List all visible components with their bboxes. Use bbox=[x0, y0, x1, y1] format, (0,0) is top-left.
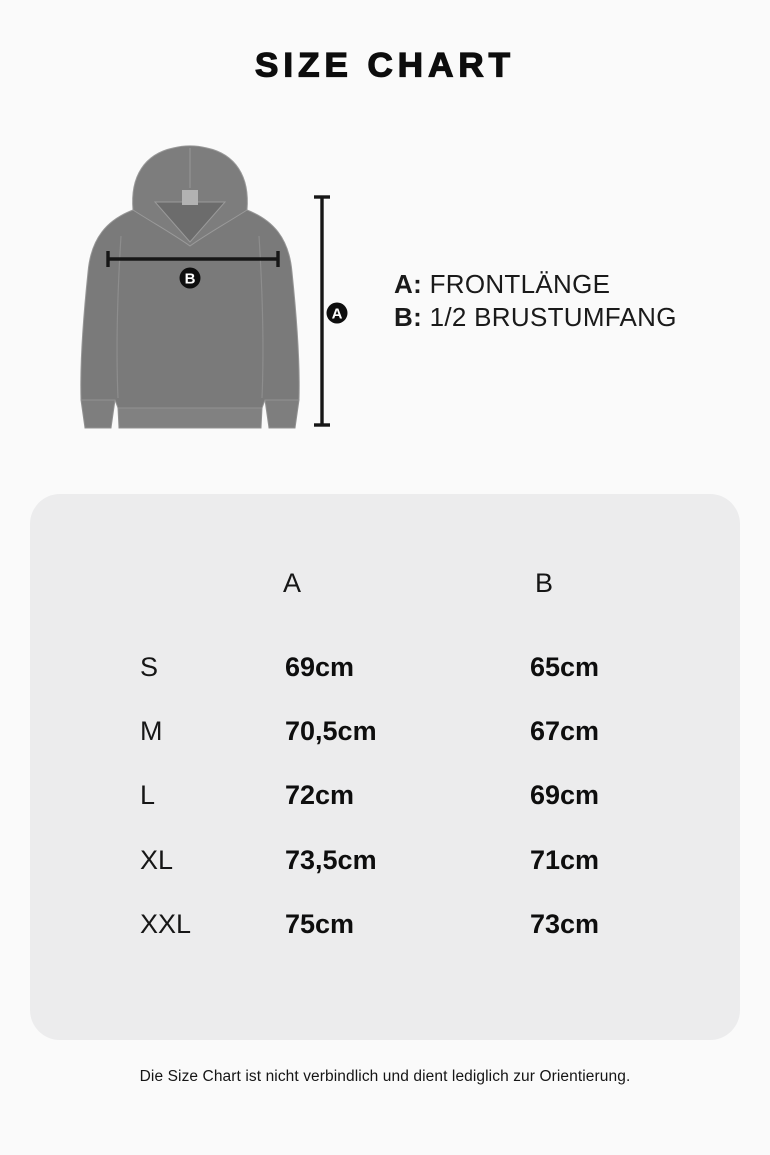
table-row bbox=[30, 652, 740, 692]
legend-key-b: B: bbox=[394, 302, 423, 332]
legend-label-a: FRONTLÄNGE bbox=[429, 269, 611, 299]
column-header-b: B bbox=[535, 568, 554, 598]
table-row bbox=[30, 780, 740, 820]
legend-key-a: A: bbox=[394, 269, 423, 299]
hoodie-measurement-diagram bbox=[75, 140, 355, 435]
value-b: 73cm bbox=[530, 909, 600, 939]
marker-b-letter: B bbox=[184, 270, 196, 288]
value-b: 65cm bbox=[530, 652, 600, 682]
value-a: 72cm bbox=[285, 780, 355, 810]
value-a: 75cm bbox=[285, 909, 355, 939]
column-header-a: A bbox=[283, 568, 302, 598]
legend-label-b: 1/2 BRUSTUMFANG bbox=[429, 302, 677, 332]
size-label: L bbox=[140, 780, 156, 810]
disclaimer-note: Die Size Chart ist nicht verbindlich und dient lediglich zur Orientierung. bbox=[139, 1068, 631, 1085]
value-a: 69cm bbox=[285, 652, 355, 682]
size-label: M bbox=[140, 716, 163, 746]
neck-label bbox=[182, 190, 198, 205]
measurement-legend bbox=[394, 268, 754, 334]
table-row bbox=[30, 909, 740, 949]
legend-entry-b bbox=[394, 301, 754, 334]
marker-badge-b bbox=[180, 268, 201, 289]
size-label: XXL bbox=[140, 909, 192, 939]
value-b: 69cm bbox=[530, 780, 600, 810]
marker-badge-a bbox=[327, 303, 348, 324]
value-b: 67cm bbox=[530, 716, 600, 746]
size-table-card bbox=[30, 494, 740, 1040]
value-a: 70,5cm bbox=[285, 716, 377, 746]
value-b: 71cm bbox=[530, 845, 600, 875]
hoodie-cuff-right bbox=[265, 400, 299, 428]
marker-a-letter: A bbox=[331, 305, 343, 323]
hoodie-hem-band bbox=[118, 408, 262, 428]
size-label: S bbox=[140, 652, 159, 682]
legend-entry-a bbox=[394, 268, 754, 301]
size-label: XL bbox=[140, 845, 174, 875]
hoodie-cuff-left bbox=[81, 400, 115, 428]
page-title: SIZE CHART bbox=[255, 46, 515, 85]
table-row bbox=[30, 845, 740, 885]
table-row bbox=[30, 716, 740, 756]
hoodie-illustration bbox=[75, 140, 355, 435]
value-a: 73,5cm bbox=[285, 845, 377, 875]
